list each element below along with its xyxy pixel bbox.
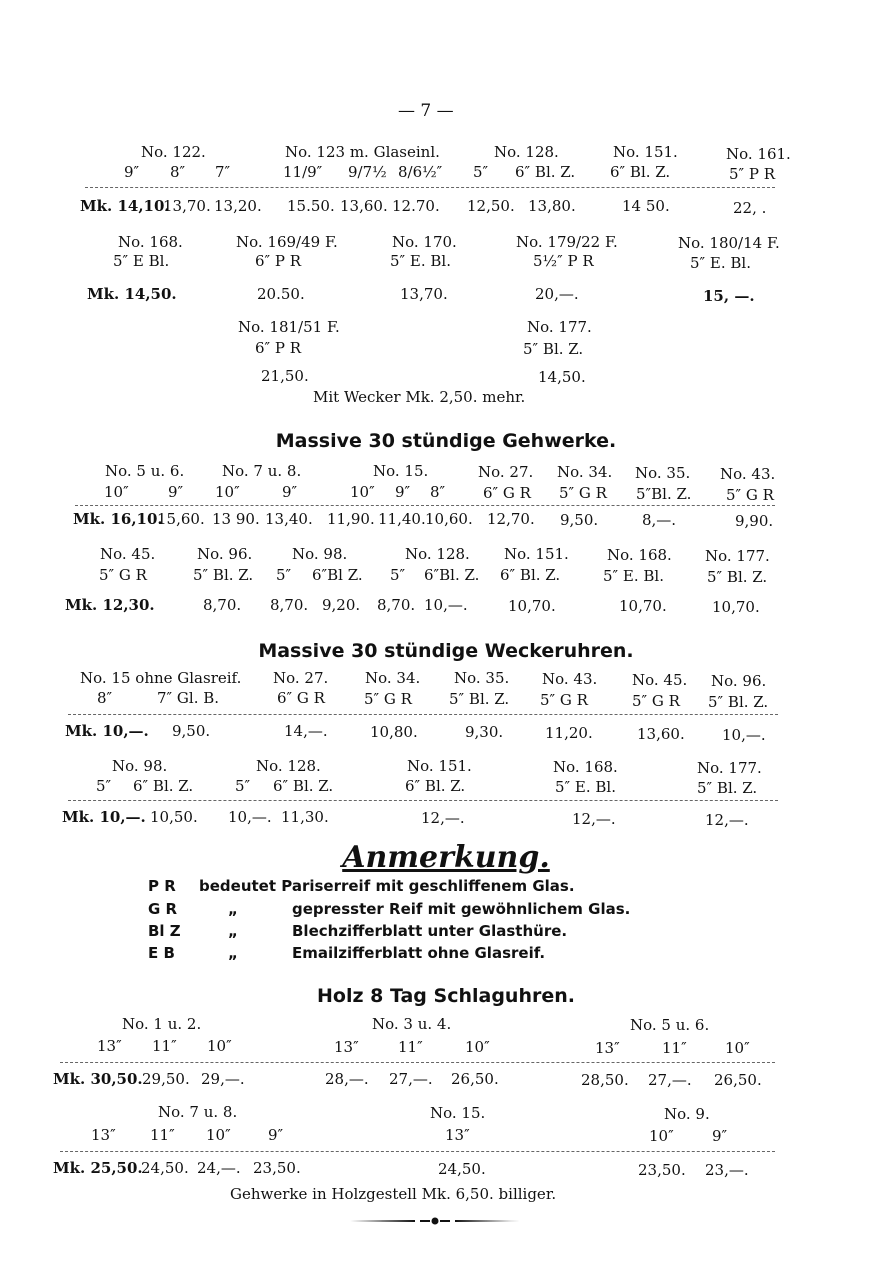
price: 8,70. (270, 596, 309, 614)
size: 5″ Bl. Z. (449, 690, 510, 708)
size: 6″ Bl. Z. (500, 566, 561, 584)
size: 5″ E. Bl. (390, 252, 451, 270)
price: 10,70. (508, 597, 556, 615)
ditto-mark: „ (228, 922, 238, 940)
price: 8,—. (642, 511, 677, 529)
price: 10,70. (712, 598, 760, 616)
price: 10,80. (370, 723, 418, 741)
price: Mk. 30,50. (53, 1070, 143, 1088)
model-number: No. 45. (632, 671, 688, 689)
section-heading: Massive 30 stündige Gehwerke. (275, 430, 617, 452)
price: Mk. 14,50. (87, 285, 177, 303)
model-number: No. 5 u. 6. (630, 1016, 710, 1034)
model-number: No. 181/51 F. (238, 318, 340, 336)
price: 26,50. (451, 1070, 499, 1088)
price: 24,50. (438, 1160, 486, 1178)
size: 13″ (334, 1038, 359, 1056)
model-number: No. 128. (494, 143, 559, 161)
price: 9,20. (322, 596, 361, 614)
size: 5″ G R (726, 486, 774, 504)
price: 10,—. (722, 726, 766, 744)
price: 13,80. (528, 197, 576, 215)
price: 14,50. (538, 368, 586, 386)
model-number: No. 34. (365, 669, 421, 687)
size: 13″ (97, 1037, 122, 1055)
size: 6″ Bl. Z. (405, 777, 466, 795)
size: 11″ (150, 1126, 175, 1144)
size: 5″ E. Bl. (690, 254, 751, 272)
price: 20.50. (257, 285, 305, 303)
model-number: No. 151. (613, 143, 678, 161)
size: 5″ (390, 566, 406, 584)
model-number: No. 122. (141, 143, 206, 161)
price: 10,60. (425, 510, 473, 528)
note-heading: Anmerkung. (342, 840, 550, 875)
price: 10,70. (619, 597, 667, 615)
size: 11″ (662, 1039, 687, 1057)
model-number: No. 168. (607, 546, 672, 564)
size: 5″ G R (99, 566, 147, 584)
price: Mk. 10,—. (65, 722, 149, 740)
price: 9,30. (465, 723, 504, 741)
size: 5″ G R (364, 690, 412, 708)
ornament-divider (350, 1217, 520, 1225)
model-number: No. 128. (256, 757, 321, 775)
price: 22, . (733, 199, 767, 217)
model-number: No. 1 u. 2. (122, 1015, 202, 1033)
price: 11,30. (281, 808, 329, 826)
size: 13″ (595, 1039, 620, 1057)
size: 11″ (398, 1038, 423, 1056)
price: 13,70. (400, 285, 448, 303)
size: 6″Bl Z. (312, 566, 363, 584)
size: 6″ G R (277, 689, 325, 707)
price: 11,90. (327, 510, 375, 528)
model-number: No. 35. (635, 464, 691, 482)
definition: Blechzifferblatt unter Glasthüre. (292, 922, 568, 940)
size: 13″ (91, 1126, 116, 1144)
price: 15, —. (703, 287, 755, 305)
size: 9″ (124, 163, 140, 181)
size: 5″ E Bl. (113, 252, 170, 270)
size: 6″Bl. Z. (424, 566, 480, 584)
price: 9,50. (172, 722, 211, 740)
price: 15.50. (287, 197, 335, 215)
price: 20,—. (535, 285, 579, 303)
ditto-mark: „ (228, 944, 238, 962)
price: 12,50. (467, 197, 515, 215)
model-number: No. 3 u. 4. (372, 1015, 452, 1033)
size: 5½″ P R (533, 252, 594, 270)
size: 5″ P R (729, 165, 776, 183)
model-number: No. 7 u. 8. (222, 462, 302, 480)
price: 13,60. (340, 197, 388, 215)
size: 9″ (712, 1127, 728, 1145)
size: 5″ G R (632, 692, 680, 710)
model-number: No. 15 ohne Glasreif. (80, 669, 242, 687)
abbreviation: Bl Z (148, 922, 181, 940)
model-number: No. 98. (292, 545, 348, 563)
size: 7″ Gl. B. (157, 689, 220, 707)
price: 14 50. (622, 197, 670, 215)
model-number: No. 168. (553, 758, 618, 776)
model-number: No. 180/14 F. (678, 234, 780, 252)
size: 8″ (170, 163, 186, 181)
price: Mk. 25,50. (53, 1159, 143, 1177)
model-number: No. 27. (478, 463, 534, 481)
size: 8/6½″ (398, 163, 443, 181)
size: 6″ P R (255, 252, 302, 270)
size: 5″ Bl. Z. (707, 568, 768, 586)
price: 24,—. (197, 1159, 241, 1177)
size: 10″ (215, 483, 240, 501)
price: 10,50. (150, 808, 198, 826)
price: 27,—. (648, 1071, 692, 1089)
price: 13,40. (265, 510, 313, 528)
price: 27,—. (389, 1070, 433, 1088)
size: 5″ E. Bl. (603, 567, 664, 585)
abbreviation: G R (148, 900, 178, 918)
model-number: No. 45. (100, 545, 156, 563)
model-number: No. 15. (430, 1104, 486, 1122)
price: 29,—. (201, 1070, 245, 1088)
price: Mk. 12,30. (65, 596, 155, 614)
model-number: No. 5 u. 6. (105, 462, 185, 480)
model-number: No. 9. (664, 1105, 710, 1123)
note: Gehwerke in Holzgestell Mk. 6,50. billiger. (230, 1185, 557, 1203)
price: 23,50. (638, 1161, 686, 1179)
price: 11,20. (545, 724, 593, 742)
price: 11,40. (378, 510, 426, 528)
price: 12.70. (392, 197, 440, 215)
model-number: No. 151. (504, 545, 569, 563)
size: 5″ (96, 777, 112, 795)
price: 12,—. (421, 809, 465, 827)
size: 9/7½ (348, 163, 387, 181)
divider (85, 187, 775, 188)
divider (68, 714, 778, 715)
model-number: No. 98. (112, 757, 168, 775)
model-number: No. 15. (373, 462, 429, 480)
abbreviation: P R (148, 877, 176, 895)
model-number: No. 43. (542, 670, 598, 688)
model-number: No. 151. (407, 757, 472, 775)
divider (75, 505, 775, 506)
size: 5″ Bl. Z. (193, 566, 254, 584)
model-number: No. 168. (118, 233, 183, 251)
price: Mk. 16,10. (73, 510, 163, 528)
definition: bedeutet Pariserreif mit geschliffenem Glas. (199, 877, 575, 895)
model-number: No. 177. (527, 318, 592, 336)
size: 5″ (473, 163, 489, 181)
model-number: No. 27. (273, 669, 329, 687)
size: 5″Bl. Z. (636, 485, 692, 503)
size: 5″ Bl. Z. (523, 340, 584, 358)
size: 9″ (395, 483, 411, 501)
page-number: — 7 — (398, 101, 454, 121)
model-number: No. 96. (711, 672, 767, 690)
size: 10″ (465, 1038, 490, 1056)
size: 7″ (215, 163, 231, 181)
size: 5″ (276, 566, 292, 584)
price: 28,—. (325, 1070, 369, 1088)
size: 10″ (104, 483, 129, 501)
size: 6″ Bl. Z. (133, 777, 194, 795)
price: 13,20. (214, 197, 262, 215)
price: 29,50. (142, 1070, 190, 1088)
size: 10″ (206, 1126, 231, 1144)
price: Mk. 10,—. (62, 808, 146, 826)
model-number: No. 43. (720, 465, 776, 483)
model-number: No. 170. (392, 233, 457, 251)
price: 26,50. (714, 1071, 762, 1089)
model-number: No. 123 m. Glaseinl. (285, 143, 440, 161)
price: 13,60. (637, 725, 685, 743)
size: 6″ Bl. Z. (515, 163, 576, 181)
size: 6″ P R (255, 339, 302, 357)
model-number: No. 34. (557, 463, 613, 481)
size: 8″ (430, 483, 446, 501)
model-number: No. 177. (697, 759, 762, 777)
price: 9,50. (560, 511, 599, 529)
price: 15,60. (157, 510, 205, 528)
size: 5″ E. Bl. (555, 778, 616, 796)
price: 21,50. (261, 367, 309, 385)
model-number: No. 161. (726, 145, 791, 163)
price: 12,—. (705, 811, 749, 829)
size: 9″ (282, 483, 298, 501)
size: 5″ G R (559, 484, 607, 502)
price: Mk. 14,10. (80, 197, 170, 215)
price: 28,50. (581, 1071, 629, 1089)
divider (60, 1062, 775, 1063)
size: 9″ (168, 483, 184, 501)
size: 8″ (97, 689, 113, 707)
model-number: No. 35. (454, 669, 510, 687)
price: 8,70. (203, 596, 242, 614)
size: 5″ G R (540, 691, 588, 709)
price: 10,—. (424, 596, 468, 614)
section-heading: Holz 8 Tag Schlaguhren. (317, 985, 575, 1007)
price: 9,90. (735, 512, 774, 530)
price: 23,50. (253, 1159, 301, 1177)
size: 10″ (207, 1037, 232, 1055)
definition: Emailzifferblatt ohne Glasreif. (292, 944, 546, 962)
note: Mit Wecker Mk. 2,50. mehr. (313, 388, 526, 406)
size: 10″ (725, 1039, 750, 1057)
ditto-mark: „ (228, 900, 238, 918)
price: 12,—. (572, 810, 616, 828)
model-number: No. 179/22 F. (516, 233, 618, 251)
model-number: No. 7 u. 8. (158, 1103, 238, 1121)
size: 6″ G R (483, 484, 531, 502)
price: 24,50. (141, 1159, 189, 1177)
model-number: No. 177. (705, 547, 770, 565)
price: 13 90. (212, 510, 260, 528)
size: 5″ Bl. Z. (697, 779, 758, 797)
size: 10″ (649, 1127, 674, 1145)
model-number: No. 96. (197, 545, 253, 563)
price: 12,70. (487, 510, 535, 528)
size: 6″ Bl. Z. (273, 777, 334, 795)
divider (68, 800, 778, 801)
definition: gepresster Reif mit gewöhnlichem Glas. (292, 900, 631, 918)
abbreviation: E B (148, 944, 175, 962)
size: 11″ (152, 1037, 177, 1055)
price: 10,—. (228, 808, 272, 826)
section-heading: Massive 30 stündige Weckeruhren. (258, 640, 634, 662)
size: 11/9″ (283, 163, 323, 181)
size: 5″ (235, 777, 251, 795)
price: 14,—. (284, 722, 328, 740)
size: 6″ Bl. Z. (610, 163, 671, 181)
size: 10″ (350, 483, 375, 501)
divider (60, 1151, 775, 1152)
size: 5″ Bl. Z. (708, 693, 769, 711)
price: 8,70. (377, 596, 416, 614)
price: 13,70. (163, 197, 211, 215)
size: 9″ (268, 1126, 284, 1144)
model-number: No. 169/49 F. (236, 233, 338, 251)
price: 23,—. (705, 1161, 749, 1179)
size: 13″ (445, 1126, 470, 1144)
model-number: No. 128. (405, 545, 470, 563)
